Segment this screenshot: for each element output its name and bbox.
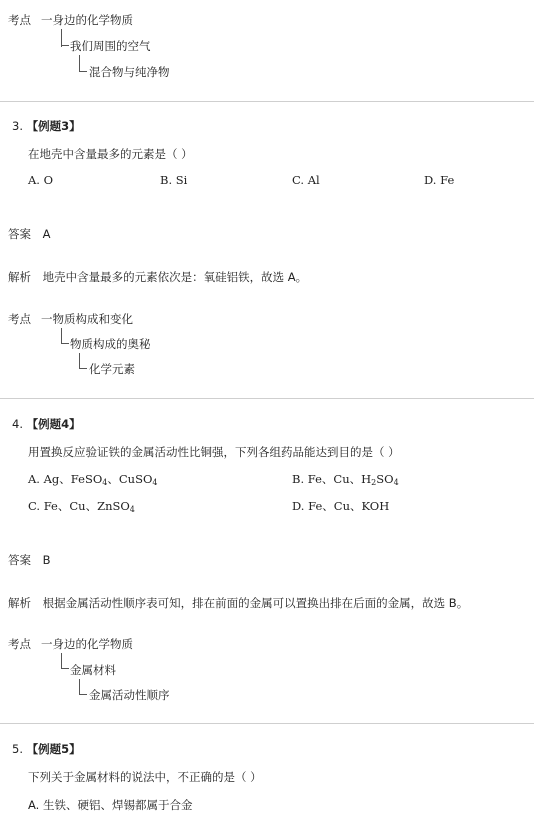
analysis-label: 解析	[8, 270, 31, 284]
section-divider	[0, 398, 534, 399]
question-stem: 在地壳中含量最多的元素是（ ）	[28, 147, 193, 161]
formula-part: CuSO	[118, 472, 153, 486]
question-header	[12, 741, 81, 757]
answer-label: 答案	[8, 227, 31, 241]
formula-part: H	[361, 472, 372, 486]
option-letter: C.	[28, 499, 41, 513]
separator: 、	[59, 472, 71, 486]
section-divider	[0, 101, 534, 102]
question-number: 4.	[12, 417, 23, 431]
option-d[interactable]: D. Fe	[424, 173, 455, 187]
subscript: 4	[129, 505, 135, 514]
analysis-row	[8, 269, 307, 285]
answer-row	[8, 226, 51, 242]
knowledge-tree-level2: 物质构成的奥秘	[70, 337, 151, 351]
tree-connector	[61, 343, 69, 344]
tree-connector	[79, 353, 80, 369]
separator: 、	[57, 499, 70, 513]
formula-part: Cu	[69, 499, 86, 513]
tree-connector	[79, 71, 87, 72]
formula-part: Fe	[43, 499, 58, 513]
formula-part: Cu	[333, 499, 350, 513]
option-d[interactable]	[292, 498, 389, 514]
formula-part: Ag	[43, 472, 60, 486]
separator: 、	[349, 472, 362, 486]
formula-part: ZnSO	[97, 499, 130, 513]
option-letter: D.	[292, 499, 305, 513]
analysis-label: 解析	[8, 596, 31, 610]
question-stem: 用置换反应验证铁的金属活动性比铜强，下列各组药品能达到目的是（ ）	[28, 445, 400, 459]
subscript: 4	[152, 478, 158, 487]
knowledge-tree-level2: 金属材料	[70, 663, 116, 677]
tree-connector	[79, 694, 87, 695]
tree-connector	[61, 328, 62, 344]
answer-value: B	[42, 553, 51, 567]
tree-connector	[61, 668, 69, 669]
separator: 、	[85, 499, 98, 513]
subscript: 2	[371, 478, 377, 487]
formula-part: Fe	[308, 499, 323, 513]
answer-value: A	[42, 227, 51, 241]
question-number: 3.	[12, 119, 23, 133]
analysis-text: 地壳中含量最多的元素依次是：氧硅铝铁，故选 A。	[42, 270, 308, 284]
answer-label: 答案	[8, 553, 31, 567]
tree-connector	[61, 45, 69, 46]
knowledge-tree-level3: 混合物与纯净物	[89, 65, 170, 79]
answer-row	[8, 552, 51, 568]
analysis-row	[8, 595, 468, 611]
option-letter: A.	[28, 472, 40, 486]
option-a[interactable]	[28, 471, 157, 487]
option-b[interactable]: B. Si	[160, 173, 188, 187]
question-title: 【例题4】	[26, 417, 81, 431]
knowledge-tree-level3: 化学元素	[89, 362, 135, 376]
tree-connector	[61, 653, 62, 669]
knowledge-tree-level1: 一身边的化学物质	[41, 13, 133, 27]
option-letter: B.	[292, 472, 305, 486]
tree-connector	[79, 368, 87, 369]
formula-part: Cu	[333, 472, 350, 486]
subscript: 4	[393, 478, 399, 487]
knowledge-tree-level1: 一物质构成和变化	[41, 312, 133, 326]
question-title: 【例题5】	[26, 742, 81, 756]
separator: 、	[350, 499, 362, 513]
question-title: 【例题3】	[26, 119, 81, 133]
knowledge-tree-level2: 我们周围的空气	[70, 39, 151, 53]
option-c[interactable]: C. Al	[292, 173, 320, 187]
separator: 、	[107, 472, 119, 486]
knowledge-tree-level3: 金属活动性顺序	[89, 688, 170, 702]
formula-part: Fe	[307, 472, 322, 486]
question-header	[12, 416, 81, 432]
question-number: 5.	[12, 742, 23, 756]
option-b[interactable]	[292, 471, 399, 487]
question-stem: 下列关于金属材料的说法中，不正确的是（ ）	[28, 770, 262, 784]
formula-part: SO	[376, 472, 394, 486]
separator: 、	[321, 472, 334, 486]
subscript: 4	[102, 478, 108, 487]
analysis-text: 根据金属活动性顺序表可知，排在前面的金属可以置换出排在后面的金属，故选 B。	[42, 596, 469, 610]
separator: 、	[322, 499, 334, 513]
kaodian-label: 考点	[8, 13, 31, 27]
tree-connector	[79, 679, 80, 695]
knowledge-tree-level1: 一身边的化学物质	[41, 637, 133, 651]
tree-connector	[79, 55, 80, 72]
option-a[interactable]: A. O	[28, 173, 54, 187]
formula-part: FeSO	[70, 472, 103, 486]
formula-part: KOH	[361, 499, 390, 513]
kaodian-label: 考点	[8, 312, 31, 326]
option-a[interactable]: A. 生铁、硬铝、焊锡都属于合金	[28, 798, 193, 812]
section-divider	[0, 723, 534, 724]
kaodian-label: 考点	[8, 637, 31, 651]
question-header	[12, 118, 81, 134]
option-c[interactable]	[28, 498, 135, 514]
